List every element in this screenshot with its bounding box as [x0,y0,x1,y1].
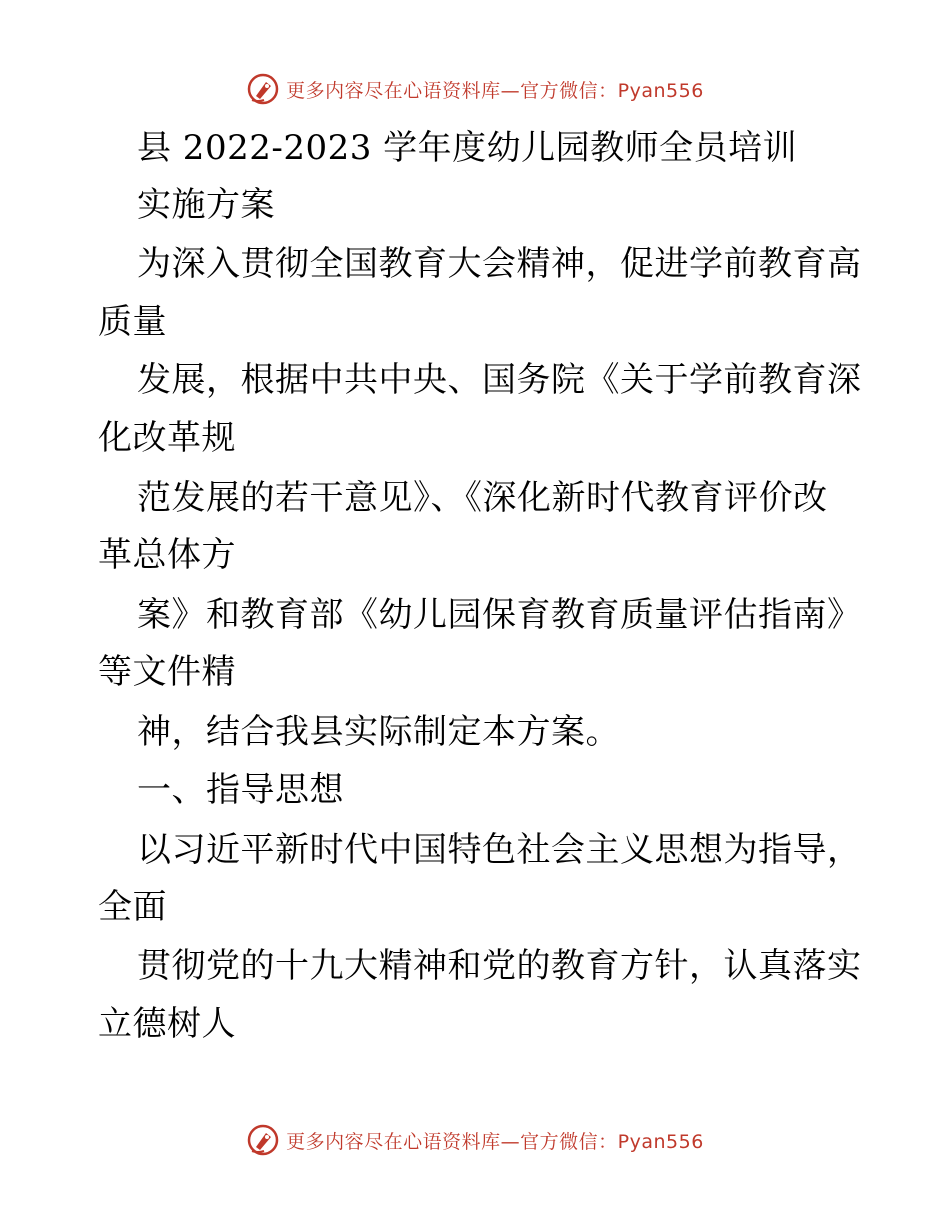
body-line: 神，结合我县实际制定本方案。 [137,712,620,752]
body-line: 质量 [98,302,167,342]
watermark-banner-top [0,72,950,106]
section-heading: 一、指导思想 [137,770,344,810]
document-title-line-2: 实施方案 [137,185,275,225]
body-line: 立德树人 [98,1004,236,1044]
watermark-text: 更多内容尽在心语资料库—官方微信：Pyan556 [286,79,704,102]
body-line: 革总体方 [98,535,236,575]
body-line: 为深入贯彻全国教育大会精神，促进学前教育高 [137,244,862,284]
watermark-banner-bottom [0,1123,950,1157]
pen-nib-logo-icon [246,1123,280,1157]
watermark-text: 更多内容尽在心语资料库—官方微信：Pyan556 [286,1130,704,1153]
body-line: 贯彻党的十九大精神和党的教育方针，认真落实 [137,946,862,986]
body-line: 发展，根据中共中央、国务院《关于学前教育深 [137,360,862,400]
body-line: 化改革规 [98,418,236,458]
pen-nib-logo-icon [246,72,280,106]
body-line: 案》和教育部《幼儿园保育教育质量评估指南》 [137,595,862,635]
document-title-line-1: 县 2022-2023 学年度幼儿园教师全员培训 [137,128,798,168]
body-line: 以习近平新时代中国特色社会主义思想为指导， [137,830,862,870]
body-line: 全面 [98,887,167,927]
body-line: 等文件精 [98,652,236,692]
body-line: 范发展的若干意见》、《深化新时代教育评价改 [137,478,828,518]
